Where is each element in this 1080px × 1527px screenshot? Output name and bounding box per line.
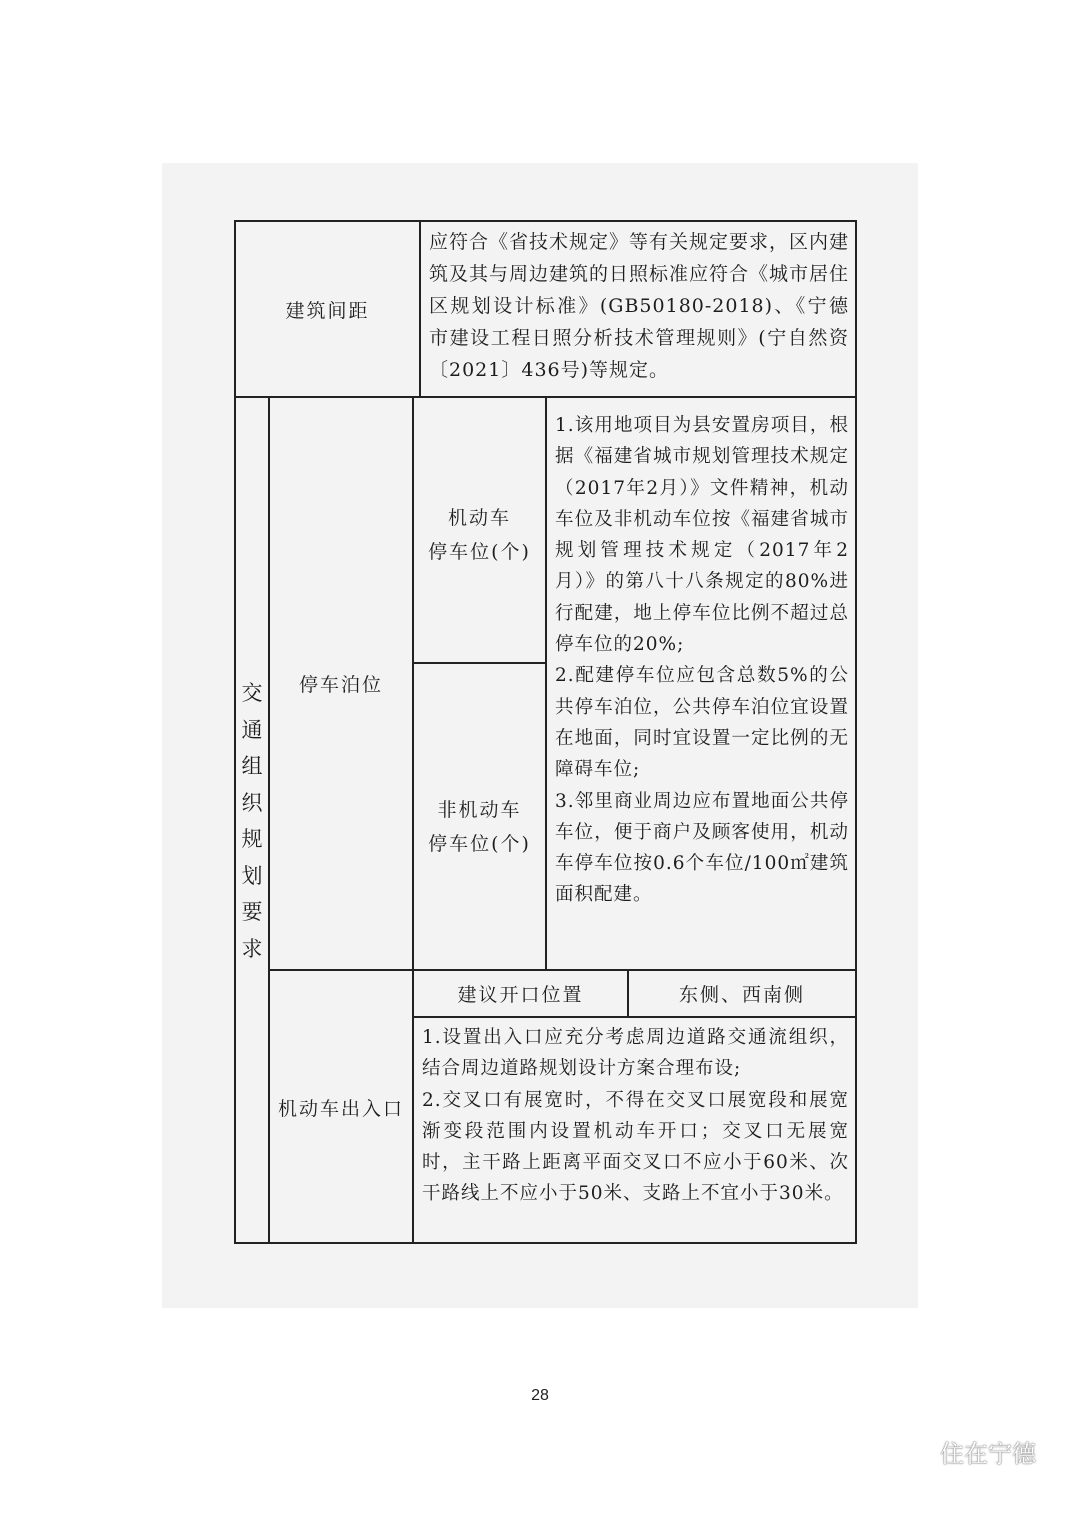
- opening-location-label: 建议开口位置: [457, 984, 584, 1006]
- watermark-text: 住在宁德: [940, 1440, 1036, 1468]
- spacing-label: 建筑间距: [285, 299, 370, 322]
- wechat-watermark: [902, 1434, 1036, 1469]
- section-char: 要: [241, 900, 263, 924]
- section-char: 织: [241, 790, 263, 815]
- section-char: 划: [241, 863, 263, 888]
- entrance-label: 机动车出入口: [277, 1098, 404, 1120]
- spacing-text: 应符合《省技术规定》等有关规定要求，区内建筑及其与周边建筑的日照标准应符合《城市居住区规划设计标准》(GB50180-2018)、《宁德市建设工程日照分析技术管理规则》(宁自然资〔2021〕436号)等规定。: [429, 231, 850, 381]
- traffic-section-label: [236, 398, 268, 1244]
- section-char: 规: [241, 827, 263, 851]
- nonmotor-parking-label: 非机动车 停车位(个): [428, 798, 531, 855]
- page-number: 28: [531, 1387, 549, 1404]
- section-char: 组: [241, 754, 263, 778]
- entrance-requirements: 1.设置出入口应充分考虑周边道路交通流组织，结合周边道路规划设计方案合理布设; 2.交叉口有展宽时，不得在交叉口展宽段和展宽渐变段范围内设置机动车开口；交叉口无展宽时，主干路上距离平面交叉口不应小于60米、次干路线上不应小于50米、支路上不宜小于30米。: [422, 1027, 849, 1205]
- section-char: 通: [241, 717, 263, 742]
- parking-label: 停车泊位: [298, 674, 383, 696]
- motor-parking-label: 机动车 停车位(个): [428, 507, 531, 563]
- section-char: 交: [241, 681, 263, 705]
- section-char: 求: [241, 936, 263, 961]
- wechat-icon: [902, 1439, 932, 1465]
- opening-location-value: 东侧、西南侧: [678, 984, 805, 1006]
- parking-requirements: 1.该用地项目为县安置房项目，根据《福建省城市规划管理技术规定（2017年2月）》文件精神，机动车位及非机动车位按《福建省城市规划管理技术规定（2017年2月）》的第八十八条规定的80%进行配建，地上停车位比例不超过总停车位的20%; 2.配建停车位应包含总数5%的公共停车泊位，公共停车泊位宜设置在地面，同时宜设置一定比例的无障碍车位; 3.邻里商业周边应布置地面公共停车位，便于商户及顾客使用，机动车停车位按0.6个车位/100㎡建筑面积配建。: [555, 415, 849, 906]
- table-right-border: [855, 220, 857, 1244]
